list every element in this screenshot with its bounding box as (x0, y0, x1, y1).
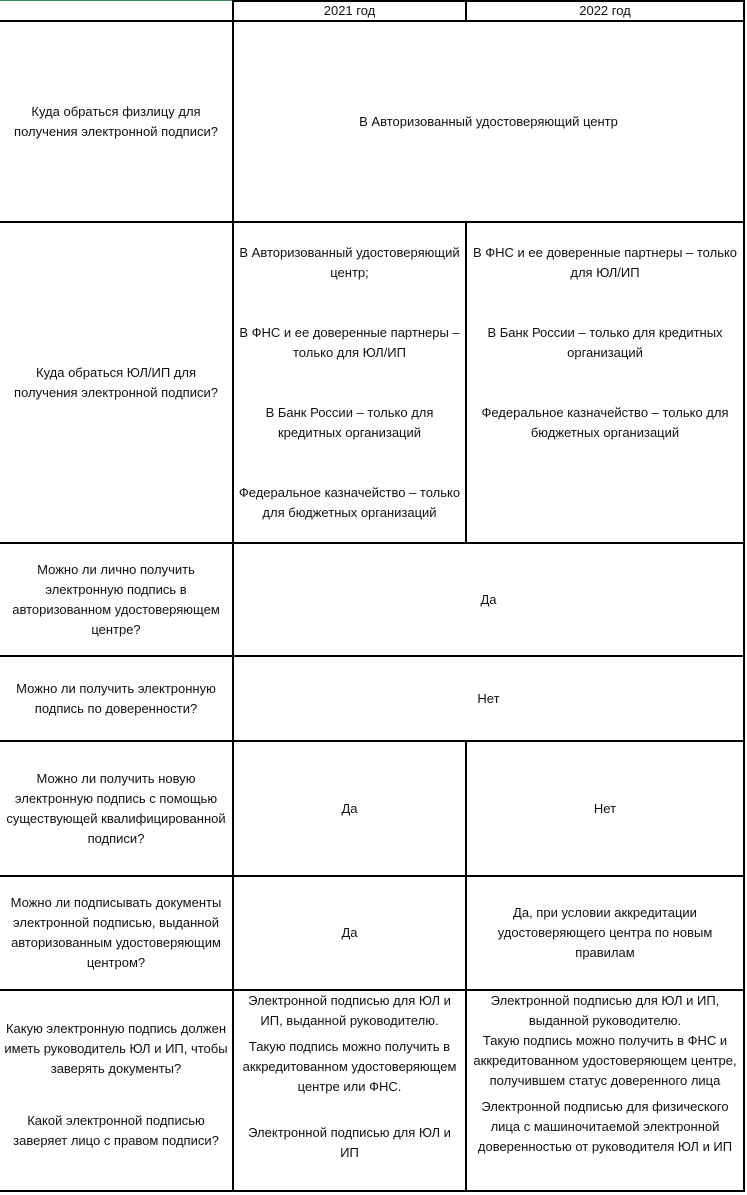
answer-cell-2021 (234, 877, 465, 989)
header-2022 (467, 1, 743, 21)
table-line (0, 1190, 745, 1192)
answer-text: Электронной подписью для ЮЛ и ИП (248, 1125, 451, 1160)
answer-text: Да (480, 591, 497, 607)
header-top-border (0, 0, 232, 1)
answer-text: Нет (477, 690, 500, 706)
question-cell (0, 657, 232, 740)
answer-text: В Авторизованный удостоверяющий центр (359, 113, 618, 129)
question-text: Какую электронную подпись должен иметь руководитель ЮЛ и ИП, чтобы заверять документы? (4, 1021, 228, 1076)
list-item: В Авторизованный удостоверяющий центр; (239, 245, 460, 280)
question-text: Можно ли лично получить электронную подпись в авторизованном удостоверяющем центре? (12, 561, 220, 637)
answer-text: Да (341, 925, 358, 940)
answer-text: Такую подпись можно получить в аккредитованном удостоверяющем центре или ФНС. (242, 1039, 457, 1094)
answer-text: Да, при условии аккредитации удостоверяющего центра по новым правилам (497, 905, 713, 960)
question-cell (0, 22, 232, 221)
answer-cell-2021 (234, 223, 465, 542)
question-cell (0, 742, 232, 875)
list-item: Федеральное казначейство – только для бюджетных организаций (238, 485, 461, 520)
question-text: Можно ли подписывать документы электронной подписью, выданной авторизованным удостоверяющим центром? (10, 895, 222, 970)
question-cell (0, 544, 232, 655)
question-text: Куда обраться ЮЛ/ИП для получения электронной подписи? (14, 364, 218, 400)
answer-text: Электронной подписью для ЮЛ и ИП, выданной руководителю. (490, 993, 720, 1028)
question-cell (0, 991, 232, 1190)
answer-cell-2022 (467, 742, 743, 875)
header-2022-label: 2022 год (579, 3, 631, 18)
header-2021 (234, 1, 465, 21)
answer-text: Да (341, 800, 358, 816)
list-item: В Банк России – только для кредитных организаций (487, 325, 723, 360)
answer-cell-merged (234, 544, 743, 655)
question-text: Какой электронной подписью заверяет лицо с правом подписи? (13, 1113, 219, 1148)
question-text: Можно ли получить электронную подпись по доверенности? (16, 680, 216, 716)
table-line (743, 0, 745, 1192)
question-cell (0, 877, 232, 989)
answer-cell-merged (234, 657, 743, 740)
answer-cell-2022 (467, 223, 743, 542)
list-item: В Банк России – только для кредитных организаций (265, 405, 434, 440)
answer-cell-2022 (467, 877, 743, 989)
answer-cell-2021 (234, 991, 465, 1190)
list-item: Федеральное казначейство – только для бюджетных организаций (481, 405, 729, 440)
answer-text: Нет (593, 800, 617, 816)
answer-text: Электронной подписью для физического лица с машиночитаемой электронной доверенностью от руководителя ЮЛ и ИП (477, 1099, 733, 1154)
answer-text: Такую подпись можно получить в ФНС и аккредитованном удостоверяющем центре, получившем статус доверенного лица (473, 1033, 737, 1088)
answer-cell-2021 (234, 742, 465, 875)
list-item: В ФНС и ее доверенные партнеры – только для ЮЛ/ИП (239, 325, 460, 360)
question-text: Можно ли получить новую электронную подпись с помощью существующей квалифицированной подписи? (6, 770, 226, 846)
answer-cell-2022 (467, 991, 743, 1190)
list-item: В ФНС и ее доверенные партнеры – только для ЮЛ/ИП (472, 245, 738, 280)
question-cell (0, 223, 232, 542)
answer-text: Электронной подписью для ЮЛ и ИП, выданной руководителю. (248, 993, 451, 1028)
answer-cell-merged (234, 22, 743, 221)
header-2021-label: 2021 год (323, 3, 376, 18)
question-text: Куда обраться физлицу для получения электронной подписи? (14, 103, 218, 139)
